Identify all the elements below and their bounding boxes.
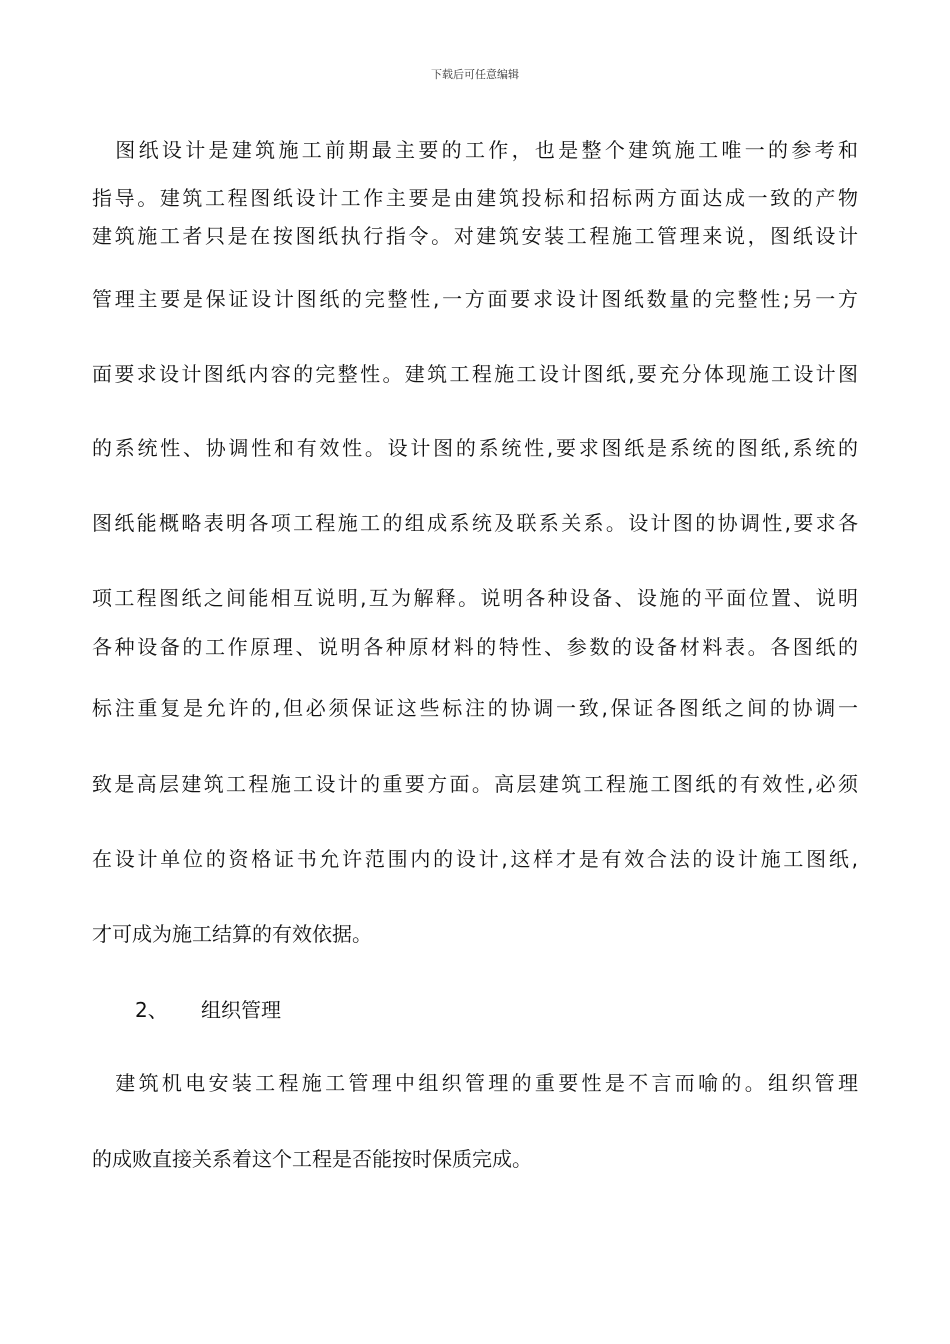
paragraph-line: 各种设备的工作原理、说明各种原材料的特性、参数的设备材料表。各图纸的	[92, 635, 858, 659]
paragraph-line: 图纸设计是建筑施工前期最主要的工作，也是整个建筑施工唯一的参考和	[92, 138, 858, 162]
paragraph-line: 致是高层建筑工程施工设计的重要方面。高层建筑工程施工图纸的有效性,必须	[92, 772, 858, 796]
paragraph-line: 标注重复是允许的,但必须保证这些标注的协调一致,保证各图纸之间的协调一	[92, 696, 858, 720]
paragraph-line: 在设计单位的资格证书允许范围内的设计,这样才是有效合法的设计施工图纸,	[92, 847, 858, 871]
paragraph-line: 管理主要是保证设计图纸的完整性,一方面要求设计图纸数量的完整性;另一方	[92, 287, 858, 311]
section-heading	[135, 996, 281, 1024]
paragraph-line: 面要求设计图纸内容的完整性。建筑工程施工设计图纸,要充分体现施工设计图	[92, 362, 858, 386]
paragraph-line: 建筑机电安装工程施工管理中组织管理的重要性是不言而喻的。组织管理	[92, 1071, 858, 1095]
paragraph-line: 项工程图纸之间能相互说明,互为解释。说明各种设备、设施的平面位置、说明	[92, 586, 858, 610]
paragraph-line: 的系统性、协调性和有效性。设计图的系统性,要求图纸是系统的图纸,系统的	[92, 436, 858, 460]
paragraph-line: 的成败直接关系着这个工程是否能按时保质完成。	[92, 1147, 532, 1171]
section-number: 2、	[135, 998, 168, 1022]
paragraph-line: 才可成为施工结算的有效依据。	[92, 922, 372, 946]
paragraph-line: 建筑施工者只是在按图纸执行指令。对建筑安装工程施工管理来说，图纸设计	[92, 224, 858, 248]
paragraph-line: 指导。建筑工程图纸设计工作主要是由建筑投标和招标两方面达成一致的产物	[92, 186, 858, 210]
paragraph-line: 图纸能概略表明各项工程施工的组成系统及联系关系。设计图的协调性,要求各	[92, 511, 858, 535]
page-header: 下载后可任意编辑	[431, 68, 519, 81]
section-title: 组织管理	[201, 998, 281, 1022]
